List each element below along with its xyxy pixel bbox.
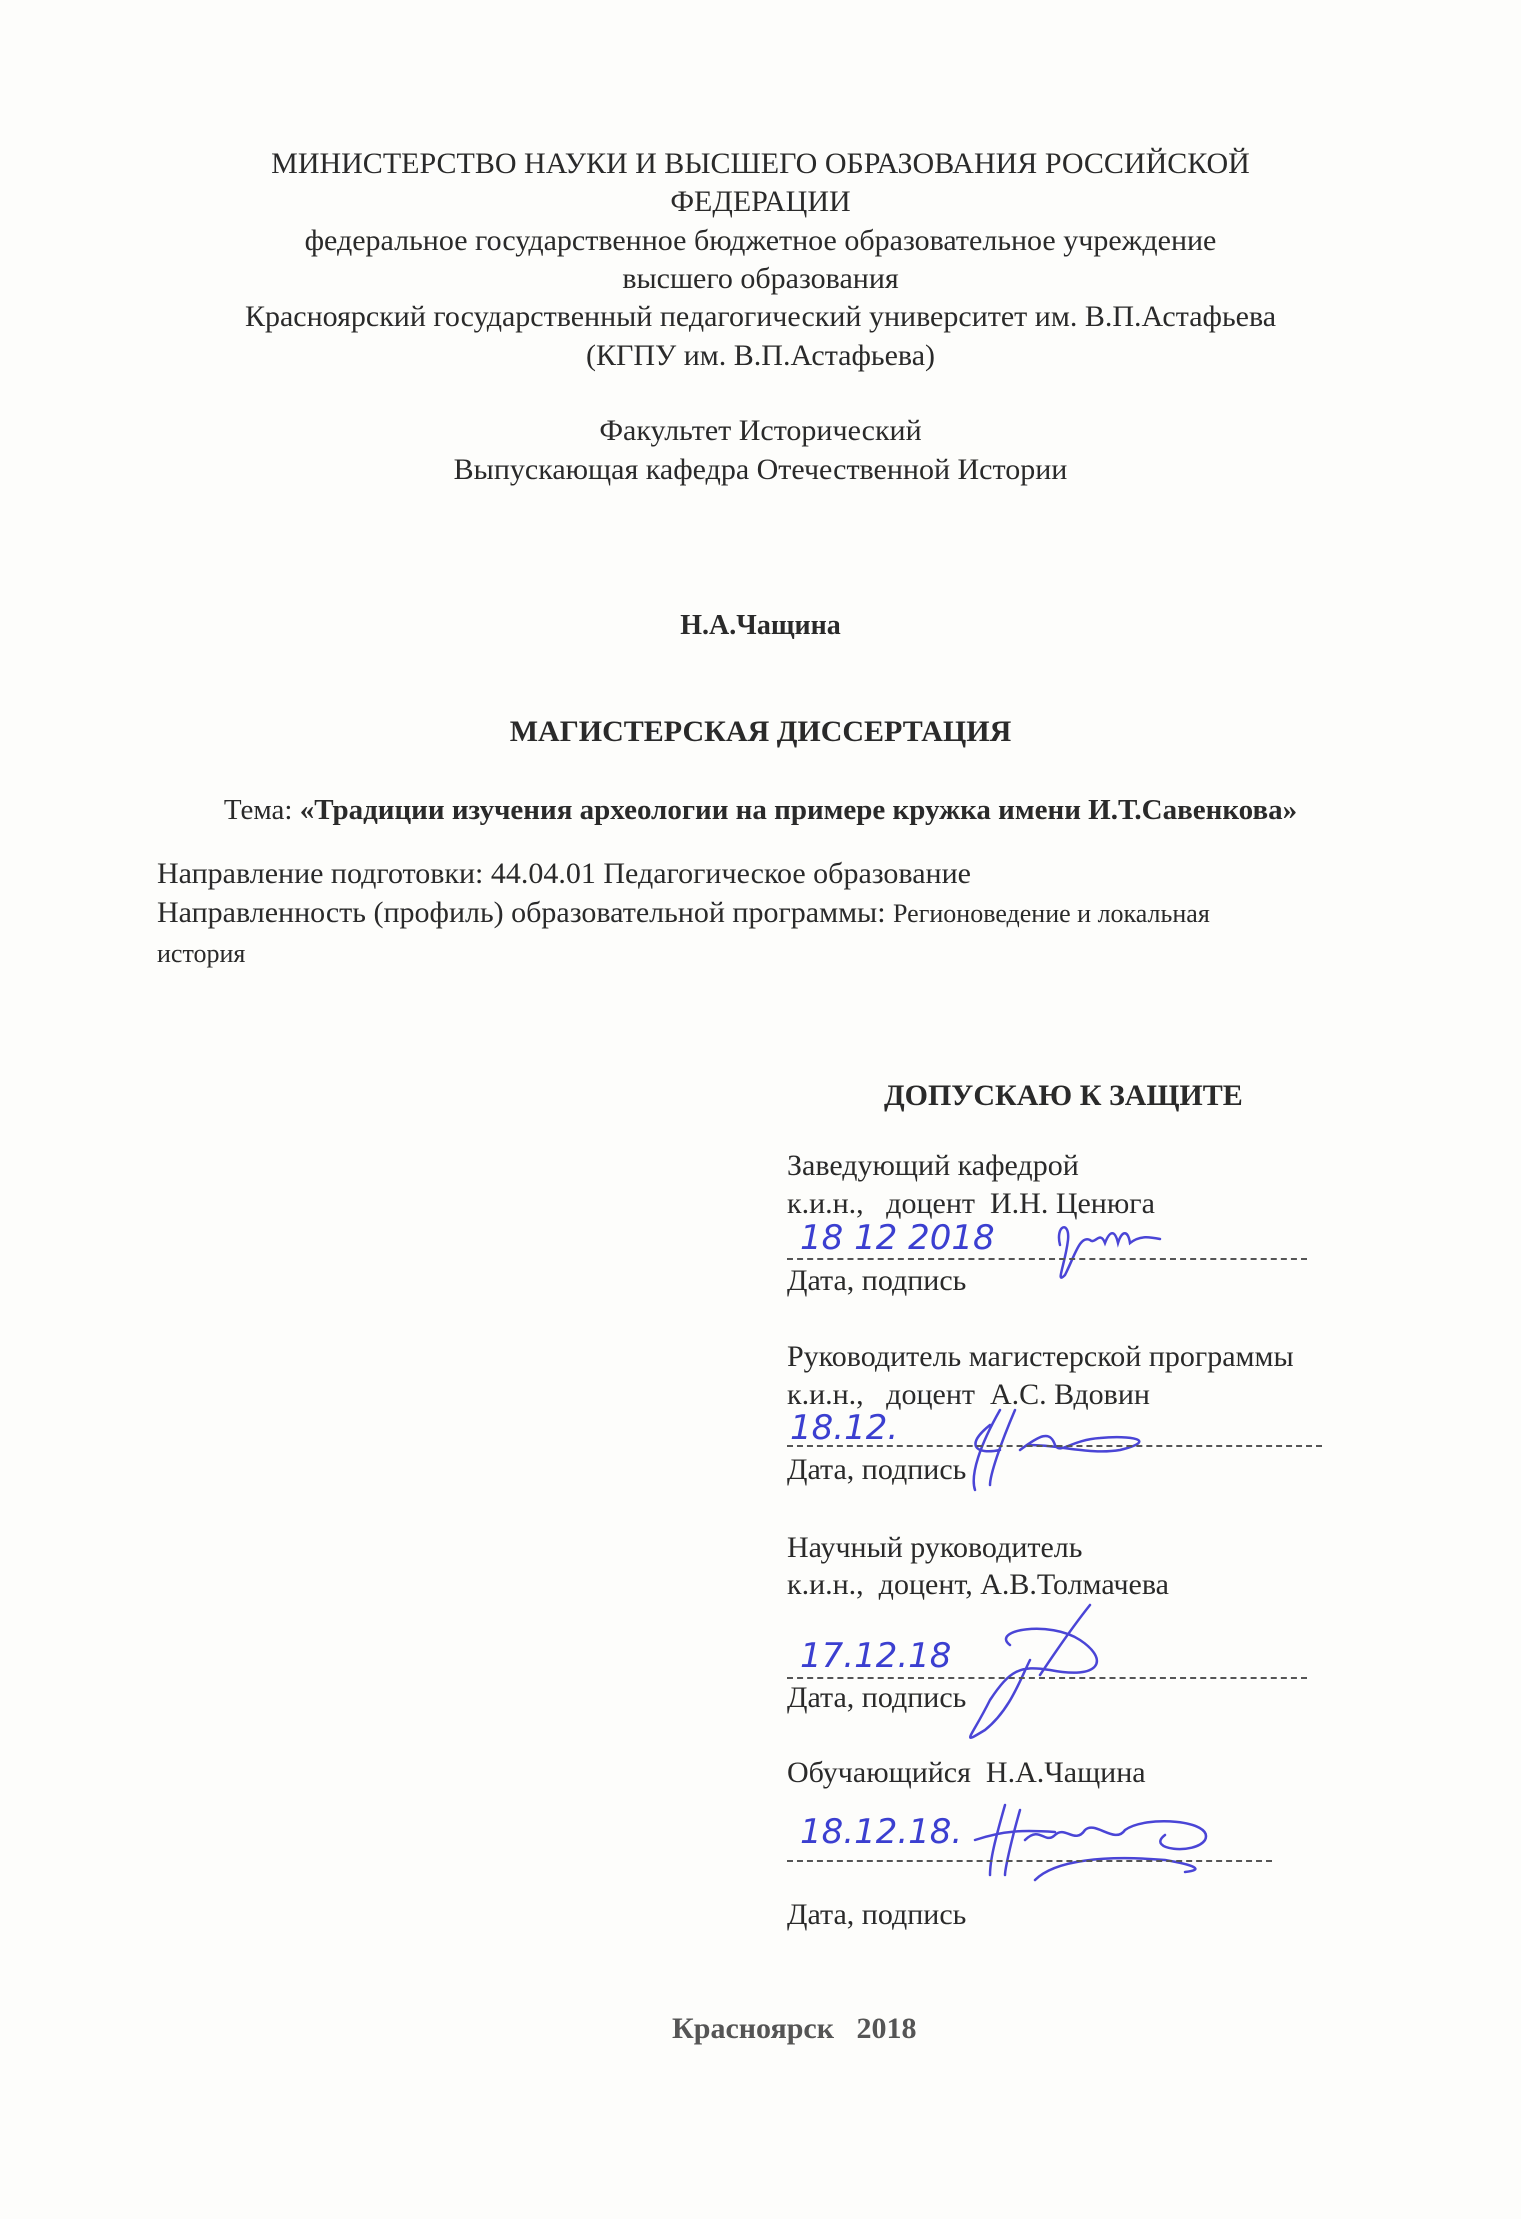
- signature-line: [787, 1258, 1307, 1260]
- signature-line: [787, 1860, 1272, 1862]
- handwritten-date: 18 12 2018: [800, 1218, 995, 1258]
- handwritten-date: 17.12.18: [800, 1636, 952, 1676]
- signer-credentials: к.и.н., доцент, А.В.Толмачева: [787, 1568, 1169, 1601]
- direction: Направление подготовки: 44.04.01 Педагогическое образование: [157, 857, 971, 890]
- signer-role: Руководитель магистерской программы: [787, 1340, 1294, 1373]
- date-signature-label: Дата, подпись: [787, 1681, 967, 1714]
- signature-image: [1050, 1215, 1230, 1285]
- topic-label: Тема:: [223, 794, 300, 826]
- institution-type-line-1: федеральное государственное бюджетное образовательное учреждение: [304, 224, 1217, 257]
- date-signature-label: Дата, подпись: [787, 1453, 967, 1486]
- profile-line-2: история: [157, 939, 246, 968]
- signer-credentials: к.и.н., доцент А.С. Вдовин: [787, 1378, 1150, 1411]
- signature-image: [970, 1405, 1190, 1495]
- institution-type-line-2: высшего образования: [622, 262, 899, 295]
- topic-title: «Традиции изучения археологии на примере кружка имени И.Т.Савенкова»: [299, 794, 1298, 826]
- date-signature-label: Дата, подпись: [787, 1898, 967, 1931]
- ministry-line-2: ФЕДЕРАЦИИ: [670, 185, 851, 218]
- faculty: Факультет Исторический: [599, 414, 922, 447]
- university-short-name: (КГПУ им. В.П.Астафьева): [586, 339, 935, 372]
- topic: [0, 792, 1521, 828]
- profile-line-1: [157, 895, 1210, 932]
- signer-role: Обучающийся Н.А.Чащина: [787, 1756, 1146, 1789]
- ministry-line-1: МИНИСТЕРСТВО НАУКИ И ВЫСШЕГО ОБРАЗОВАНИЯ РОССИЙСКОЙ: [271, 147, 1250, 180]
- document-type: МАГИСТЕРСКАЯ ДИССЕРТАЦИЯ: [509, 715, 1012, 748]
- profile-value: Регионоведение и локальная: [893, 899, 1210, 928]
- author-name: Н.А.Чащина: [680, 610, 841, 641]
- footer-city-year: Красноярск 2018: [672, 2012, 917, 2045]
- approval-heading: ДОПУСКАЮ К ЗАЩИТЕ: [884, 1079, 1243, 1112]
- signature-line: [787, 1445, 1322, 1447]
- signature-line: [787, 1677, 1307, 1679]
- university-name: Красноярский государственный педагогический университет им. В.П.Астафьева: [244, 300, 1277, 333]
- signer-credentials: к.и.н., доцент И.Н. Ценюга: [787, 1187, 1155, 1220]
- signature-image: [970, 1600, 1170, 1750]
- handwritten-date: 18.12.18.: [800, 1812, 963, 1852]
- profile-label: Направленность (профиль) образовательной программы:: [157, 896, 894, 929]
- date-signature-label: Дата, подпись: [787, 1264, 967, 1297]
- handwritten-date: 18.12.: [790, 1408, 899, 1448]
- department: Выпускающая кафедра Отечественной Истории: [453, 453, 1068, 486]
- signer-role: Заведующий кафедрой: [787, 1149, 1079, 1182]
- signer-role: Научный руководитель: [787, 1531, 1083, 1564]
- signature-image: [965, 1800, 1245, 1910]
